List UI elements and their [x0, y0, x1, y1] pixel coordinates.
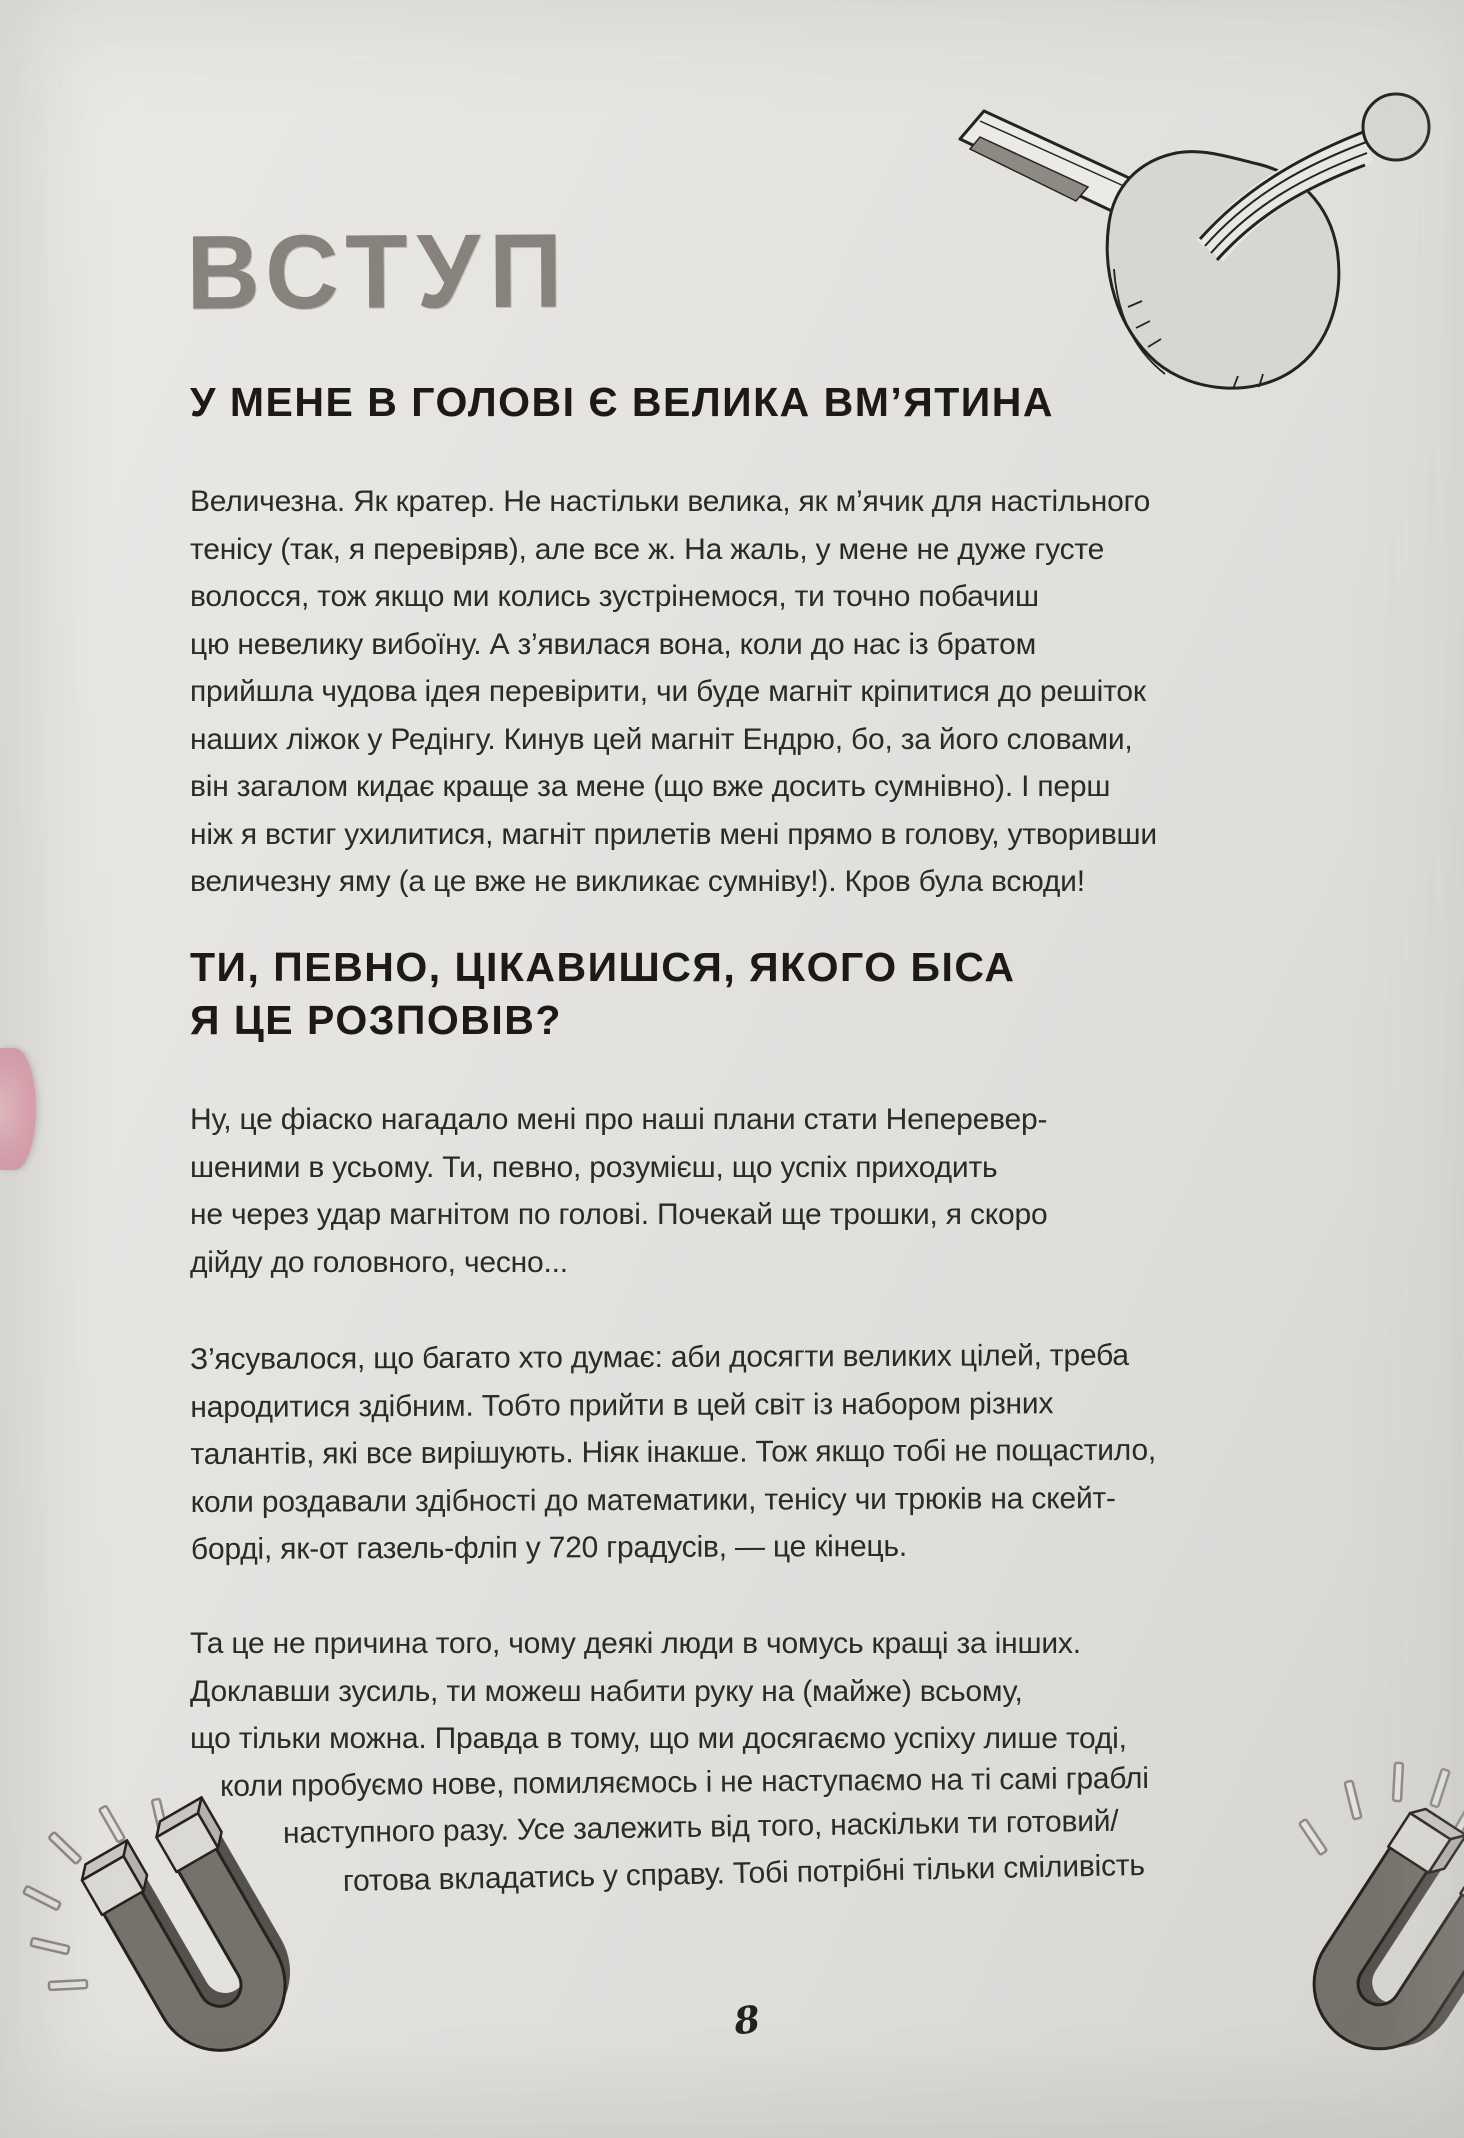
paragraph-line: Та це не причина того, чому деякі люди в чомусь кращі за інших. [190, 1627, 1081, 1660]
paragraph-line: Доклавши зусиль, ти можеш набити руку на (майже) всьому, [190, 1674, 1023, 1708]
paragraph-line: тенісу (так, я перевіряв), але все ж. На жаль, у мене не дуже густе [190, 532, 1105, 566]
paragraph-line: коли роздавали здібності до математики, тенісу чи трюків на скейт- [190, 1481, 1116, 1519]
chapter-title: ВСТУП [185, 211, 572, 332]
paragraph-line: народитися здібним. Тобто прийти в цей світ із набором різних [190, 1386, 1054, 1424]
paragraph-line: величезну яму (а це вже не викликає сумніву!). Кров була всюди! [190, 865, 1085, 898]
paragraph-line: готова вкладатись у справу. Тобі потрібні тільки сміливість [342, 1848, 1146, 1898]
paragraph-2 [190, 1096, 1047, 1286]
paragraph-line: він загалом кидає краще за мене (що вже досить сумнівно). І перш [190, 770, 1111, 803]
paragraph-line: З’ясувалося, що багато хто думає: аби досягти великих цілей, треба [190, 1338, 1129, 1376]
page-number: 8 [731, 1996, 763, 2044]
paragraph-line: ніж я встиг ухилитися, магніт прилетів мені прямо в голову, утворивши [190, 817, 1157, 851]
ping-pong-paddle-illustration [930, 55, 1464, 425]
paragraph-line: наступного разу. Усе залежить від того, наскільки ти готовий/ [282, 1804, 1119, 1850]
section-heading-2-line-1: ТИ, ПЕВНО, ЦІКАВИШСЯ, ЯКОГО БІСА [190, 944, 1016, 990]
fingertip-smudge [0, 1048, 36, 1170]
paragraph-line: волосся, тож якщо ми колись зустрінемося, ти точно побачиш [190, 580, 1039, 613]
horseshoe-magnet-icon [20, 1750, 365, 2090]
section-heading-2 [190, 941, 1016, 1047]
paragraph-line: дійду до головного, чесно... [190, 1245, 568, 1279]
paragraph-line: цю невелику вибоїну. А з’явилася вона, коли до нас із братом [190, 627, 1036, 661]
paragraph-line: не через удар магнітом по голові. Почекай ще трошки, я скоро [190, 1198, 1048, 1231]
paragraph-line: коли пробуємо нове, помиляємось і не наступаємо на ті самі граблі [219, 1761, 1149, 1803]
paragraph-line: що тільки можна. Правда в тому, що ми досягаємо успіху лише тоді, [190, 1722, 1127, 1755]
paddle-handle [960, 111, 1140, 213]
paragraph-line: талантів, які все вирішують. Ніяк інакше. Тож якщо тобі не пощастило, [190, 1433, 1157, 1471]
paragraph-line: Ну, це фіаско нагадало мені про наші плани стати Неперевер- [190, 1103, 1048, 1136]
paragraph-line: борді, як-от газель-фліп у 720 градусів, — це кінець. [190, 1529, 908, 1566]
section-heading-1: У МЕНЕ В ГОЛОВІ Є ВЕЛИКА ВМ’ЯТИНА [190, 379, 1054, 425]
paragraph-1 [190, 478, 1157, 906]
paragraph-line: прийшла чудова ідея перевірити, чи буде магніт кріпитися до решіток [190, 675, 1146, 708]
section-heading-2-line-2: Я ЦЕ РОЗПОВІВ? [190, 997, 562, 1043]
paragraph-line: шеними в усьому. Ти, певно, розумієш, що успіх приходить [190, 1150, 998, 1184]
horseshoe-magnet-icon [1238, 1742, 1464, 2138]
paragraph-line: Величезна. Як кратер. Не настільки велика, як м’ячик для настільного [190, 485, 1151, 518]
ping-pong-ball [1363, 94, 1429, 160]
paragraph-3 [190, 1332, 1157, 1574]
paragraph-line: наших ліжок у Редінгу. Кинув цей магніт Ендрю, бо, за його словами, [190, 722, 1133, 756]
